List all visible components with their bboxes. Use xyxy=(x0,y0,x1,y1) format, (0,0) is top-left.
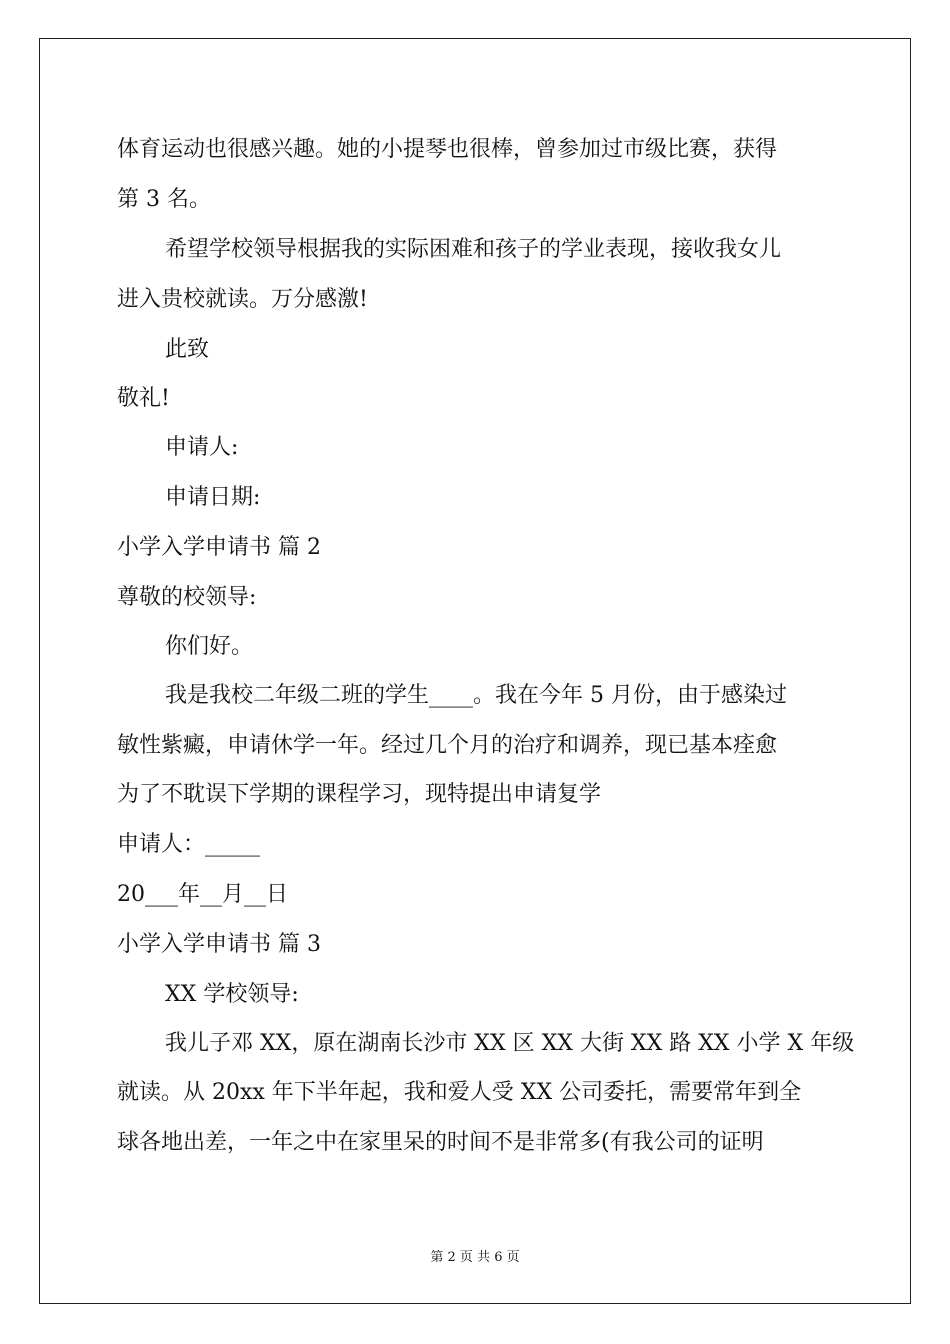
paragraph-line: 我是我校二年级二班的学生____。我在今年 5 月份，由于感染过 xyxy=(165,683,787,708)
page-number: 第 2 页 共 6 页 xyxy=(430,1250,520,1265)
paragraph-line: 进入贵校就读。万分感激! xyxy=(117,287,368,312)
paragraph-line: 我儿子邓 XX，原在湖南长沙市 XX 区 XX 大街 XX 路 XX 小学 X 年级 xyxy=(165,1031,855,1056)
applicant-signature-line: 申请人：_____ xyxy=(117,832,261,857)
greeting: XX 学校领导: xyxy=(165,982,299,1007)
paragraph-line: 敏性紫癜，申请休学一年。经过几个月的治疗和调养，现已基本痊愈 xyxy=(117,733,778,758)
section-heading: 小学入学申请书 篇 2 xyxy=(117,535,321,560)
paragraph-line: 球各地出差，一年之中在家里呆的时间不是非常多(有我公司的证明 xyxy=(117,1130,764,1155)
paragraph-line: 体育运动也很感兴趣。她的小提琴也很棒，曾参加过市级比赛，获得 xyxy=(117,137,778,162)
paragraph-line: 希望学校领导根据我的实际困难和孩子的学业表现，接收我女儿 xyxy=(165,237,782,262)
greeting-line: 你们好。 xyxy=(165,634,254,659)
date-line: 20___年__月__日 xyxy=(117,882,288,907)
closing-respect: 敬礼! xyxy=(117,386,170,411)
applicant-label: 申请人: xyxy=(165,435,239,460)
application-date-label: 申请日期: xyxy=(165,485,261,510)
paragraph-line: 第 3 名。 xyxy=(117,187,211,212)
paragraph-line: 为了不耽误下学期的课程学习，现特提出申请复学 xyxy=(117,782,602,807)
paragraph-line: 就读。从 20xx 年下半年起，我和爱人受 XX 公司委托，需要常年到全 xyxy=(117,1080,802,1105)
greeting: 尊敬的校领导: xyxy=(117,585,257,610)
closing-salutation: 此致 xyxy=(165,337,210,362)
section-heading: 小学入学申请书 篇 3 xyxy=(117,932,321,957)
